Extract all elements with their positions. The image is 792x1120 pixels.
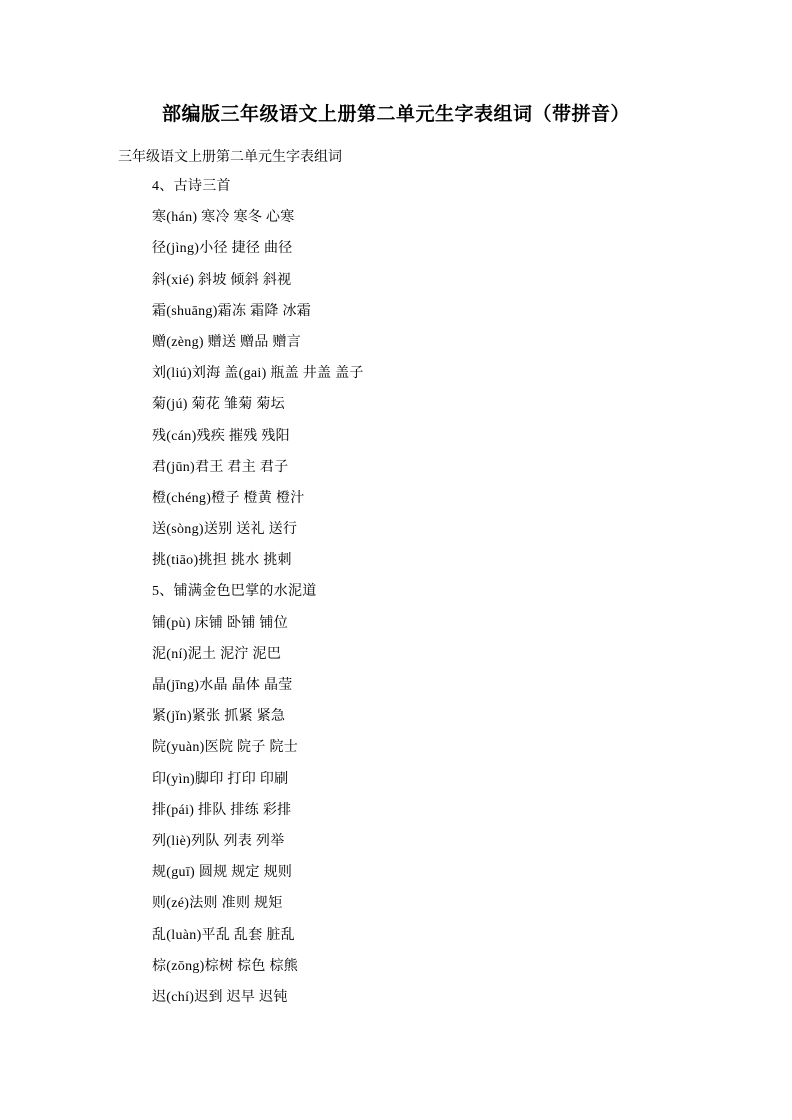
vocab-line: 寒(hán) 寒冷 寒冬 心寒: [152, 210, 295, 226]
vocab-line: 紧(jǐn)紧张 抓紧 紧急: [152, 709, 286, 725]
vocab-line: 赠(zèng) 赠送 赠品 赠言: [152, 334, 302, 350]
vocab-line: 迟(chí)迟到 迟早 迟钝: [152, 989, 288, 1005]
vocab-line: 菊(jú) 菊花 雏菊 菊坛: [152, 397, 285, 413]
vocab-line: 橙(chéng)橙子 橙黄 橙汁: [152, 490, 305, 506]
section-heading: 4、古诗三首: [152, 179, 231, 194]
vocab-line: 院(yuàn)医院 院子 院士: [152, 740, 299, 756]
document-body: [0, 171, 792, 1013]
document-subtitle: 三年级语文上册第二单元生字表组词: [118, 150, 342, 165]
vocab-line: 残(cán)残疾 摧残 残阳: [152, 428, 290, 444]
vocab-line: 斜(xié) 斜坡 倾斜 斜视: [152, 272, 292, 288]
vocab-line: 则(zé)法则 准则 规矩: [152, 896, 283, 912]
vocab-line: 铺(pù) 床铺 卧铺 铺位: [152, 615, 289, 631]
vocab-line: 棕(zōng)棕树 棕色 棕熊: [152, 958, 299, 974]
vocab-line: 列(liè)列队 列表 列举: [152, 833, 285, 849]
vocab-line: 印(yìn)脚印 打印 印刷: [152, 771, 289, 787]
vocab-line: 排(pái) 排队 排练 彩排: [152, 802, 292, 818]
vocab-line: 规(guī) 圆规 规定 规则: [152, 865, 293, 881]
document-title: 部编版三年级语文上册第二单元生字表组词（带拼音）: [161, 104, 630, 125]
vocab-line: 泥(ní)泥土 泥泞 泥巴: [152, 646, 282, 662]
vocab-line: 径(jìng)小径 捷径 曲径: [152, 241, 293, 257]
vocab-line: 霜(shuāng)霜冻 霜降 冰霜: [152, 303, 312, 319]
vocab-line: 挑(tiāo)挑担 挑水 挑刺: [152, 553, 292, 569]
vocab-line: 乱(luàn)平乱 乱套 脏乱: [152, 927, 295, 943]
vocab-line: 刘(liú)刘海 盖(gai) 瓶盖 井盖 盖子: [152, 366, 364, 382]
vocab-line: 晶(jīng)水晶 晶体 晶莹: [152, 678, 293, 693]
vocab-line: 送(sòng)送别 送礼 送行: [152, 522, 298, 538]
section-5: [0, 576, 792, 1013]
section-4: [0, 171, 792, 576]
vocab-line: 君(jūn)君王 君主 君子: [152, 459, 289, 475]
section-heading: 5、铺满金色巴掌的水泥道: [152, 584, 317, 600]
